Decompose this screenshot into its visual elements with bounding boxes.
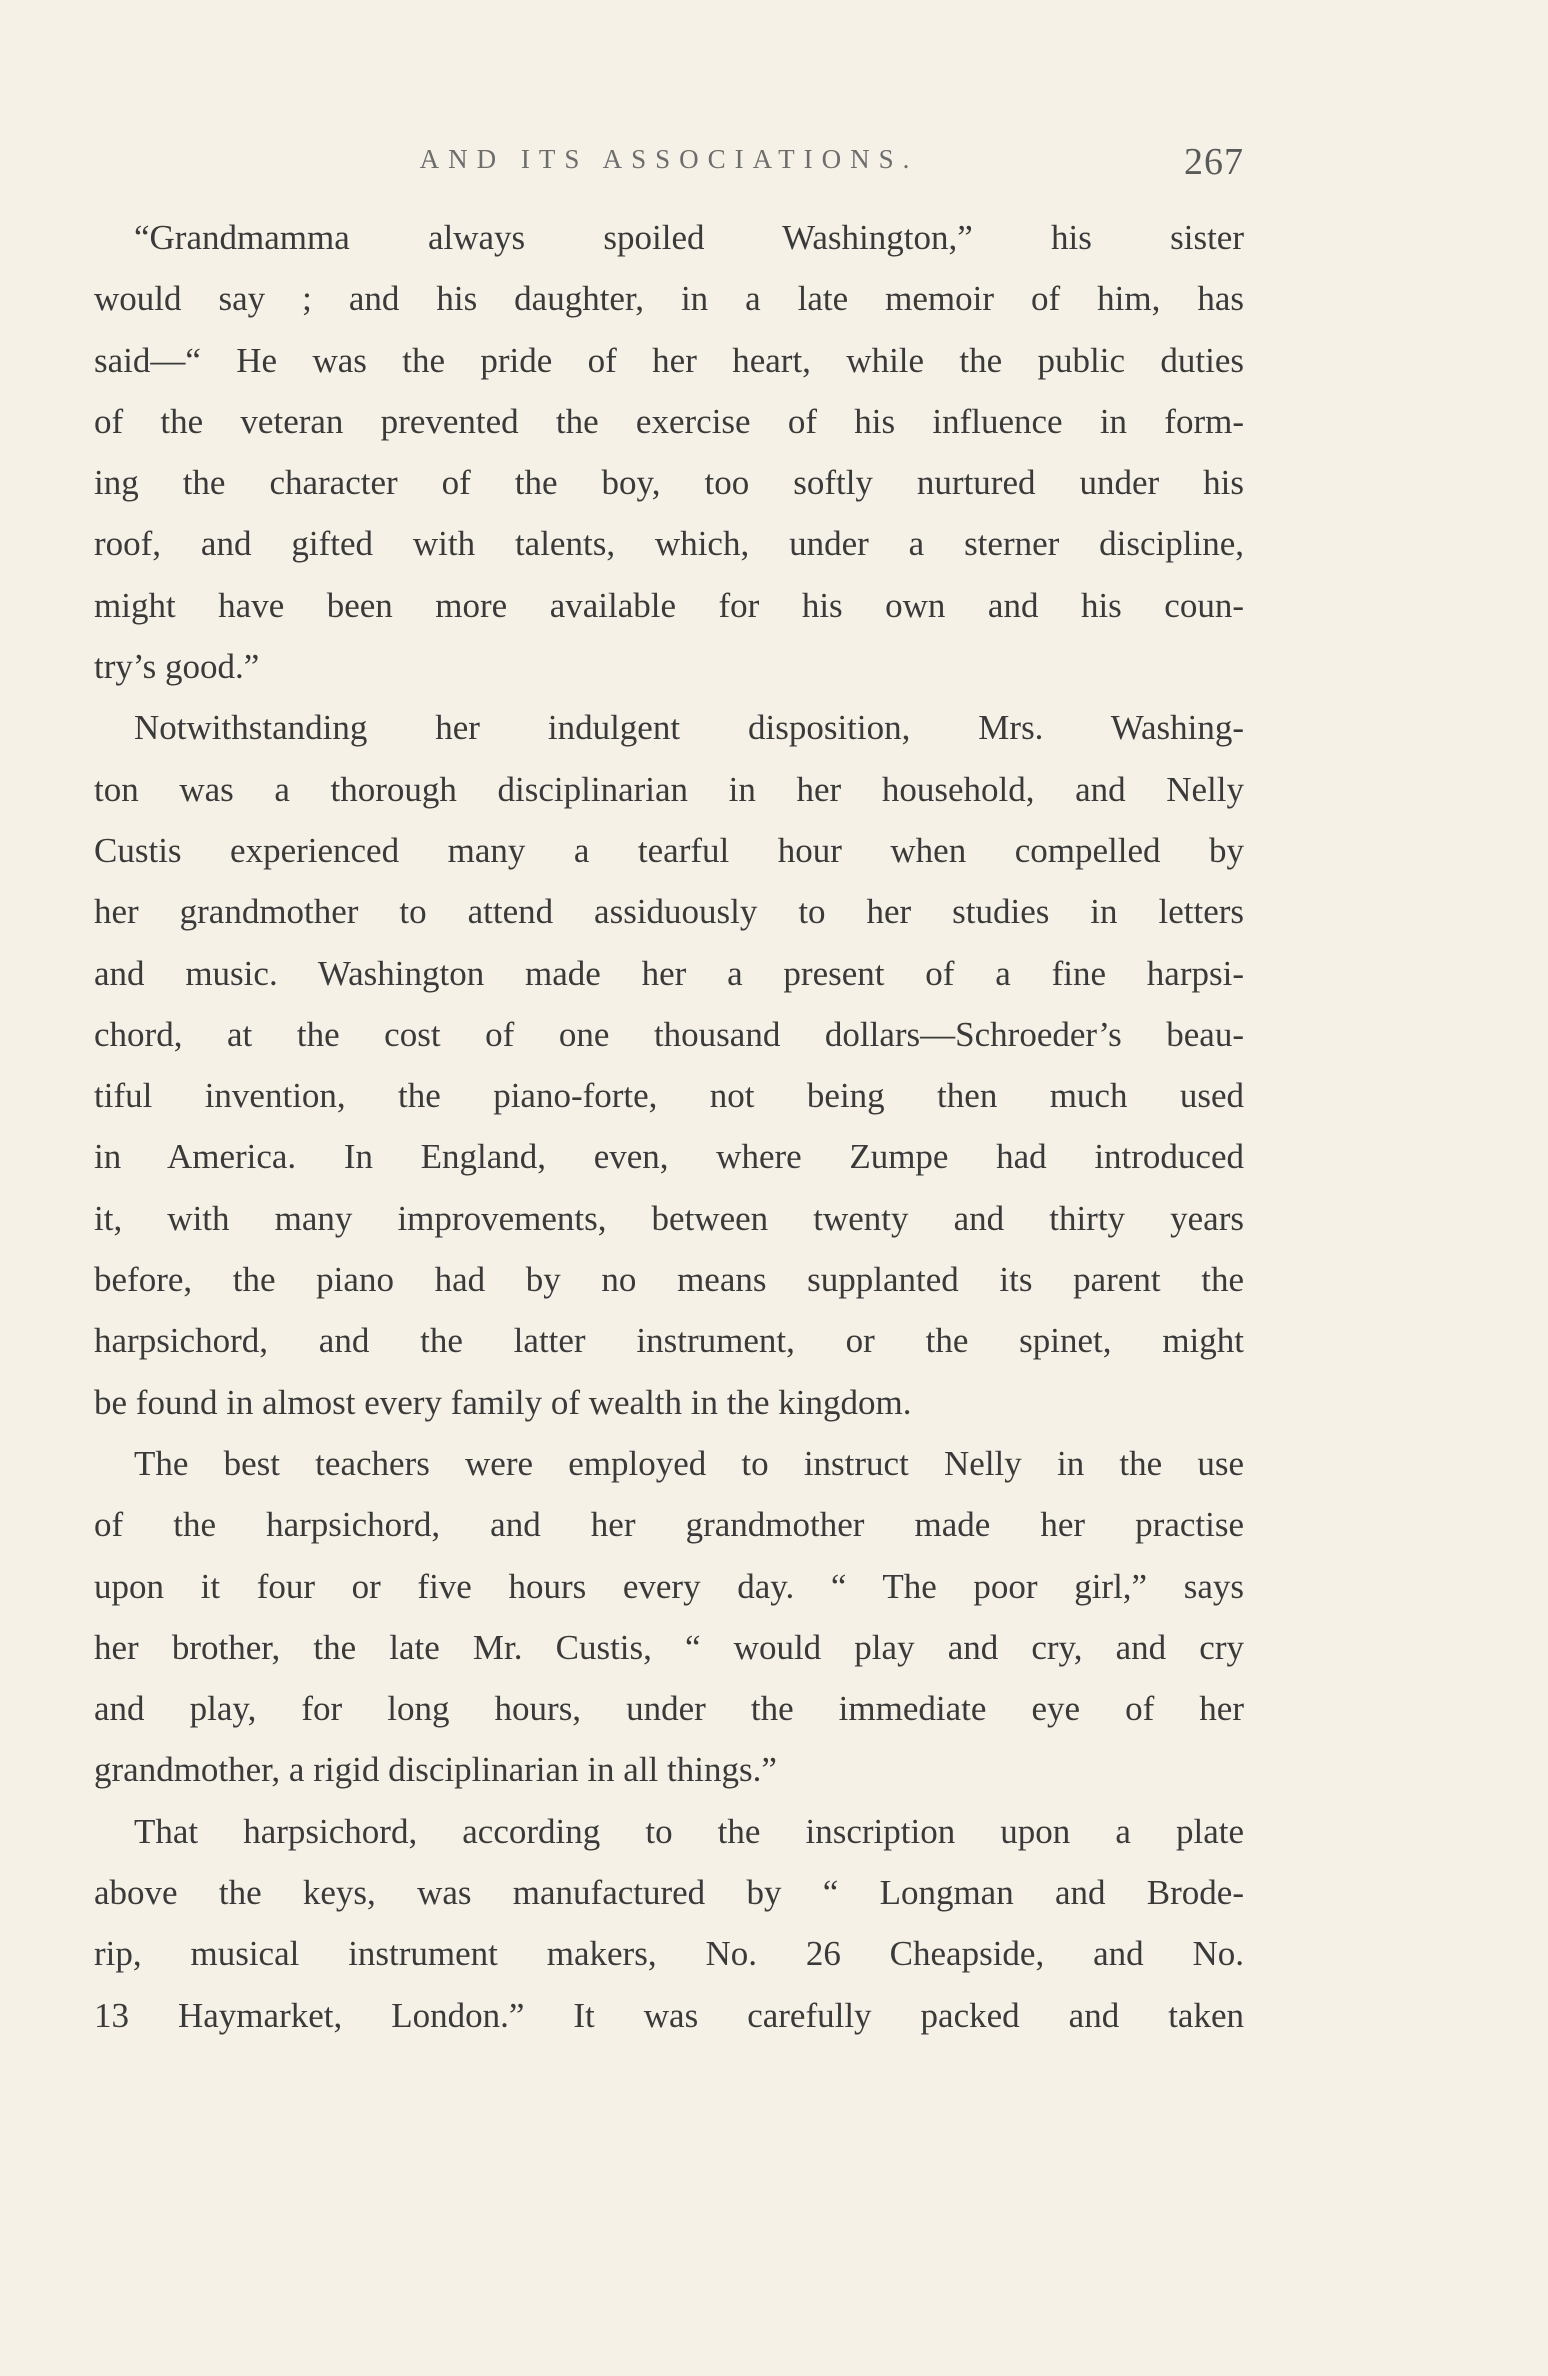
- page-number: 267: [1184, 141, 1244, 183]
- text-line: of the harpsichord, and her grandmother made her practise: [94, 1505, 1244, 1545]
- text-line: try’s good.”: [94, 647, 260, 687]
- text-line: it, with many improvements, between twenty and thirty years: [94, 1198, 1244, 1238]
- text-line: and music. Washington made her a present of a fine harpsi-: [94, 953, 1244, 993]
- text-line: “Grandmamma always spoiled Washington,” his sister: [134, 218, 1244, 257]
- text-line: and play, for long hours, under the immediate eye of her: [94, 1689, 1244, 1729]
- running-title: AND ITS ASSOCIATIONS.: [419, 144, 919, 174]
- text-line: ton was a thorough disciplinarian in her household, and Nelly: [94, 769, 1244, 809]
- text-line: That harpsichord, according to the inscription upon a plate: [134, 1811, 1244, 1851]
- text-line: before, the piano had by no means supplanted its parent the: [94, 1260, 1244, 1300]
- text-line: of the veteran prevented the exercise of his influence in form-: [94, 401, 1244, 441]
- text-line: her brother, the late Mr. Custis, “ would play and cry, and cry: [94, 1627, 1244, 1667]
- text-line: in America. In England, even, where Zumpe had introduced: [94, 1137, 1244, 1177]
- text-line: would say ; and his daughter, in a late memoir of him, has: [94, 279, 1244, 319]
- running-head: [94, 140, 1244, 190]
- text-line: The best teachers were employed to instruct Nelly in the use: [134, 1443, 1244, 1483]
- text-line: be found in almost every family of wealth in the kingdom.: [94, 1382, 912, 1422]
- text-line: ing the character of the boy, too softly nurtured under his: [94, 463, 1244, 503]
- text-line: above the keys, was manufactured by “ Longman and Brode-: [94, 1873, 1244, 1913]
- text-line: might have been more available for his own and his coun-: [94, 585, 1244, 625]
- text-line: Notwithstanding her indulgent disposition, Mrs. Washing-: [134, 708, 1244, 748]
- text-line: her grandmother to attend assiduously to her studies in letters: [94, 892, 1244, 932]
- text-line: roof, and gifted with talents, which, under a sterner discipline,: [94, 524, 1244, 564]
- body-text: [94, 207, 1244, 2046]
- text-line: chord, at the cost of one thousand dollars—Schroeder’s beau-: [94, 1014, 1244, 1054]
- text-line: Custis experienced many a tearful hour when compelled by: [94, 830, 1244, 870]
- text-line: upon it four or five hours every day. “ The poor girl,” says: [94, 1566, 1244, 1606]
- text-line: 13 Haymarket, London.” It was carefully packed and taken: [94, 1995, 1244, 2035]
- text-line: grandmother, a rigid disciplinarian in all things.”: [94, 1750, 777, 1790]
- text-line: harpsichord, and the latter instrument, or the spinet, might: [94, 1321, 1244, 1361]
- text-line: rip, musical instrument makers, No. 26 Cheapside, and No.: [94, 1934, 1244, 1974]
- text-line: tiful invention, the piano-forte, not being then much used: [94, 1076, 1244, 1116]
- text-line: said—“ He was the pride of her heart, while the public duties: [94, 340, 1244, 380]
